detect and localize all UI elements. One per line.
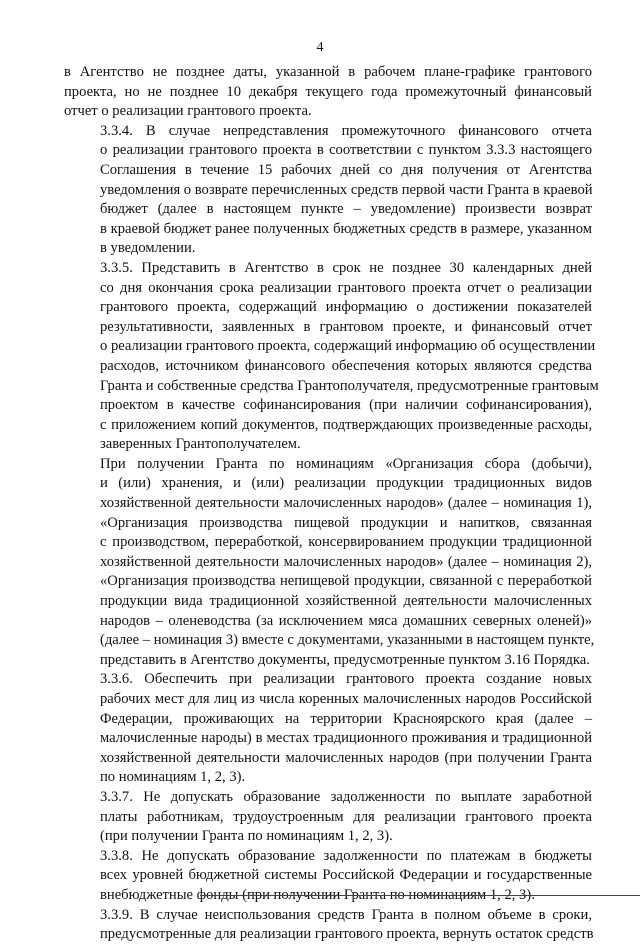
text-line: внебюджетные фонды (при получении Гранта по номинациям 1, 2, 3). <box>100 886 535 903</box>
text-line: «Организация производства пищевой продукции и напитков, связанная <box>100 514 592 531</box>
text-line: (далее – номинация 3) вместе с документами, указанными в настоящем пункте, <box>100 632 595 649</box>
text-line: 3.3.9. В случае неиспользования средств Гранта в полном объеме в сроки, <box>100 906 592 923</box>
text-line: Соглашения в течение 15 рабочих дней со дня получения от Агентства <box>100 161 592 178</box>
text-line: Гранта и собственные средства Грантополучателя, предусмотренные грантовым <box>100 377 599 394</box>
bottom-rule <box>200 895 640 896</box>
text-line: Федерации, проживающих на территории Красноярского края (далее – <box>100 710 592 727</box>
text-line: (при получении Гранта по номинациям 1, 2, 3). <box>100 828 393 845</box>
text-line: рабочих мест для лиц из числа коренных малочисленных народов Российской <box>100 691 592 707</box>
text-line: грантового проекта, содержащий информацию о достижении показателей <box>100 299 592 316</box>
text-line: 3.3.8. Не допускать образование задолженности по платежам в бюджеты <box>100 847 592 864</box>
text-line: бюджет (далее в настоящем пункте – уведомление) произвести возврат <box>100 201 592 218</box>
text-line: проекта, но не позднее 10 декабря текущего года промежуточный финансовый <box>64 83 592 100</box>
document-body <box>64 63 599 945</box>
text-line: в уведомлении. <box>100 240 196 257</box>
text-line: со дня окончания срока реализации грантового проекта отчет о реализации <box>100 279 592 296</box>
paragraph <box>64 122 592 259</box>
text-line: о реализации грантового проекта, содержащий информацию об осуществлении <box>100 338 596 355</box>
paragraph <box>64 847 592 906</box>
paragraph <box>64 788 592 847</box>
text-line: 3.3.6. Обеспечить при реализации грантового проекта создание новых <box>100 671 592 688</box>
text-line: в краевой бюджет ранее полученных бюджетных средств в размере, указанном <box>100 220 592 237</box>
paragraph <box>64 906 592 945</box>
text-line: народов – оленеводства (за исключением мяса домашних северных оленей)» <box>100 612 592 629</box>
text-line: 3.3.4. В случае непредставления промежуточного финансового отчета <box>100 122 592 139</box>
page-number: 4 <box>316 40 324 55</box>
text-line: результативности, заявленных в грантовом проекте, и финансовый отчет <box>100 318 592 335</box>
paragraph <box>64 455 595 671</box>
text-line: предусмотренные для реализации грантового проекта, вернуть остаток средств <box>100 926 594 943</box>
text-line: хозяйственной деятельности малочисленных народов» (далее – номинация 1), <box>100 495 592 512</box>
text-line: отчет о реализации грантового проекта. <box>64 103 312 120</box>
paragraph <box>64 63 592 122</box>
text-line: заверенных Грантополучателем. <box>100 436 301 453</box>
text-line: 3.3.7. Не допускать образование задолженности по выплате заработной <box>100 788 592 805</box>
text-line: о реализации грантового проекта в соответствии с пунктом 3.3.3 настоящего <box>100 142 592 159</box>
text-line: 3.3.5. Представить в Агентство в срок не позднее 30 календарных дней <box>100 259 592 276</box>
text-line: представить в Агентство документы, предусмотренные пунктом 3.16 Порядка. <box>100 651 590 668</box>
text-line: платы работникам, трудоустроенным для реализации грантового проекта <box>100 808 592 825</box>
text-line: уведомления о возврате перечисленных средств первой части Гранта в краевой <box>100 181 593 198</box>
text-line: и (или) хранения, и (или) реализации продукции традиционных видов <box>100 475 592 492</box>
text-line: с приложением копий документов, подтверждающих произведенные расходы, <box>100 416 592 433</box>
paragraph <box>64 670 592 788</box>
paragraph <box>64 259 599 455</box>
text-line: малочисленные народы) в местах традиционного проживания и традиционной <box>100 730 592 747</box>
text-line: расходов, источником финансового обеспечения которых являются средства <box>100 357 592 374</box>
text-line: «Организация производства непищевой продукции, связанной с переработкой <box>100 573 592 590</box>
text-line: в Агентство не позднее даты, указанной в рабочем плане-графике грантового <box>64 64 592 80</box>
text-line: всех уровней бюджетной системы Российской Федерации и государственные <box>100 867 592 884</box>
text-line: с производством, переработкой, консервированием продукции традиционной <box>100 534 592 551</box>
text-line: по номинациям 1, 2, 3). <box>100 769 246 786</box>
text-line: хозяйственной деятельности малочисленных народов» (далее – номинация 2), <box>100 553 592 570</box>
text-line: При получении Гранта по номинациям «Организация сбора (добычи), <box>100 455 592 472</box>
text-line: хозяйственной деятельности малочисленных народов (при получении Гранта <box>100 749 592 766</box>
text-line: проектом в качестве софинансирования (при наличии софинансирования), <box>100 397 592 414</box>
text-line: продукции вида традиционной хозяйственной деятельности малочисленных <box>100 593 592 610</box>
